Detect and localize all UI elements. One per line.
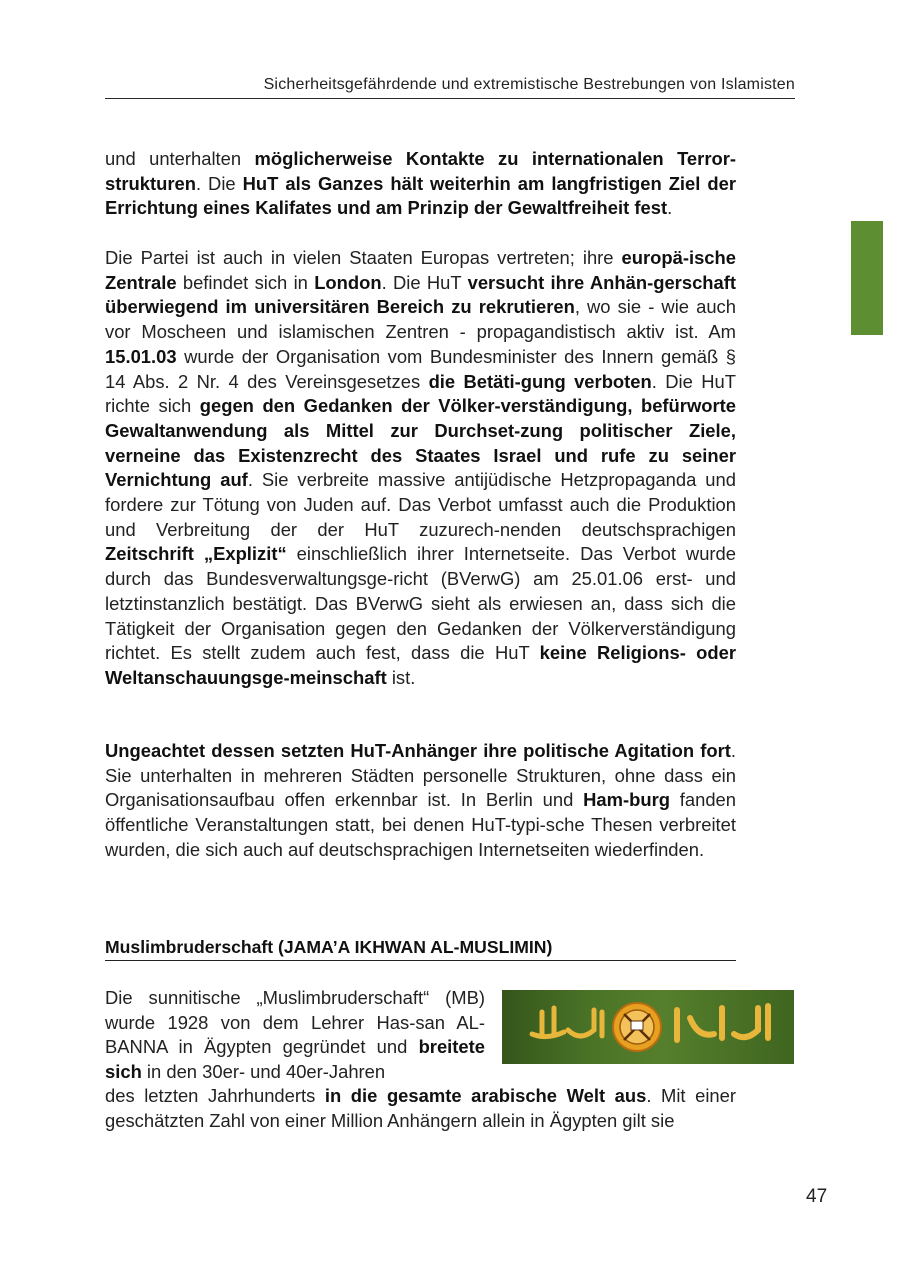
paragraph-3	[105, 739, 736, 863]
paragraph-4-continued	[105, 1084, 736, 1133]
text-run: wurde der Organisation vom Bundesminister des Innern gemäß § 14 Abs. 2 Nr. 4 des Vereinsgesetzes	[105, 345, 736, 392]
bold-text-run: London	[314, 271, 382, 293]
running-header-title: Sicherheitsgefährdende und extremistische Bestrebungen von Islamisten	[263, 76, 795, 93]
text-run: fanden öffentliche Veranstaltungen statt, bei denen HuT-typi-sche Thesen verbreitet wurden, die sich auch auf deutschsprachigen Internetseiten wiederfinden.	[105, 789, 736, 860]
paragraph-4-wrapped	[105, 986, 485, 1085]
paragraph-1	[105, 147, 736, 221]
bold-text-run: Ham-burg	[583, 789, 670, 811]
text-run: . Die HuT richte sich	[105, 370, 736, 417]
bold-text-run: Ungeachtet dessen setzten HuT-Anhänger ihre politische Agitation fort	[105, 740, 731, 761]
text-run: . Mit einer geschätzten Zahl von einer Million Anhängern allein in Ägypten gilt sie	[105, 1085, 736, 1131]
bold-text-run: gegen den Gedanken der Völker-verständigung, befürworte Gewaltanwendung als Mittel zur Durchset-zung politischer Ziele, verneine das Existenzrecht des Staates Israel und rufe zu seiner Vernichtung auf	[105, 395, 736, 491]
text-run: Die Partei ist auch in vielen Staaten Europas vertreten; ihre	[105, 247, 622, 268]
text-run: Die sunnitische „Muslimbruderschaft“ (MB) wurde 1928 von dem Lehrer Has-san AL-BANNA in Ägypten gegründet und	[105, 987, 485, 1058]
bold-text-run: 15.01.03	[105, 345, 177, 367]
bold-text-run: versucht ihre Anhän-gerschaft überwiegend im universitären Bereich zu rekrutieren	[105, 271, 737, 318]
text-run: . Die	[195, 172, 243, 194]
chapter-tab-marker	[851, 221, 883, 335]
section-heading: Muslimbruderschaft (JAMA’A IKHWAN AL-MUSLIMIN)	[105, 937, 736, 961]
text-run: . Sie unterhalten in mehreren Städten personelle Strukturen, ohne dass ein Organisationsaufbau offen erkennbar ist. In Berlin und	[105, 740, 736, 811]
bold-text-run: keine Religions- oder Weltanschauungsge-meinschaft	[105, 642, 736, 688]
text-run: , wo sie - wie auch vor Moscheen und islamischen Zentren - propagandistisch aktiv ist. Am	[105, 296, 736, 343]
bold-text-run: europä-ische Zentrale	[105, 247, 736, 293]
text-run: . Sie verbreite massive antijüdische Hetzpropaganda und fordere zur Tötung von Juden auf. Das Verbot umfasst auch die Produktion und Verbreitung der der HuT zuzurech-nenden deutschsprachigen	[105, 469, 736, 540]
text-run: ist.	[386, 666, 416, 688]
muslim-brotherhood-emblem-icon	[502, 990, 794, 1064]
bold-text-run: Zeitschrift „Explizit“	[105, 543, 287, 565]
muslim-brotherhood-logo-image	[502, 990, 794, 1064]
text-run: einschließlich ihrer Internetseite. Das Verbot wurde durch das Bundesverwaltungsge-richt (BVerwG) am 25.01.06 erst- und letztinstanzlich bestätigt. Das BVerwG sieht als erwiesen an, dass sich die Tätigkeit der Organisation gegen den Gedanken der Völkerverständigung richtet. Es stellt zudem auch fest, dass die HuT	[105, 543, 736, 664]
running-header	[105, 74, 795, 99]
text-run: befindet sich in	[176, 271, 315, 293]
text-run: .	[667, 197, 673, 219]
bold-text-run: in die gesamte arabische Welt aus	[324, 1085, 647, 1106]
bold-text-run: möglicherweise Kontakte zu internationalen Terror-strukturen	[105, 148, 736, 194]
text-run: in den 30er- und 40er-Jahren	[141, 1061, 386, 1083]
bold-text-run: HuT als Ganzes hält weiterhin am langfristigen Ziel der Errichtung eines Kalifates und am Prinzip der Gewaltfreiheit fest	[105, 172, 736, 219]
page-number: 47	[806, 1186, 828, 1207]
paragraph-2	[105, 246, 736, 691]
bold-text-run: breitete sich	[105, 1036, 485, 1083]
bold-text-run: die Betäti-gung verboten	[428, 370, 652, 392]
text-run: und unterhalten	[105, 148, 255, 169]
text-run: des letzten Jahrhunderts	[105, 1085, 325, 1106]
text-run: . Die HuT	[381, 271, 468, 293]
